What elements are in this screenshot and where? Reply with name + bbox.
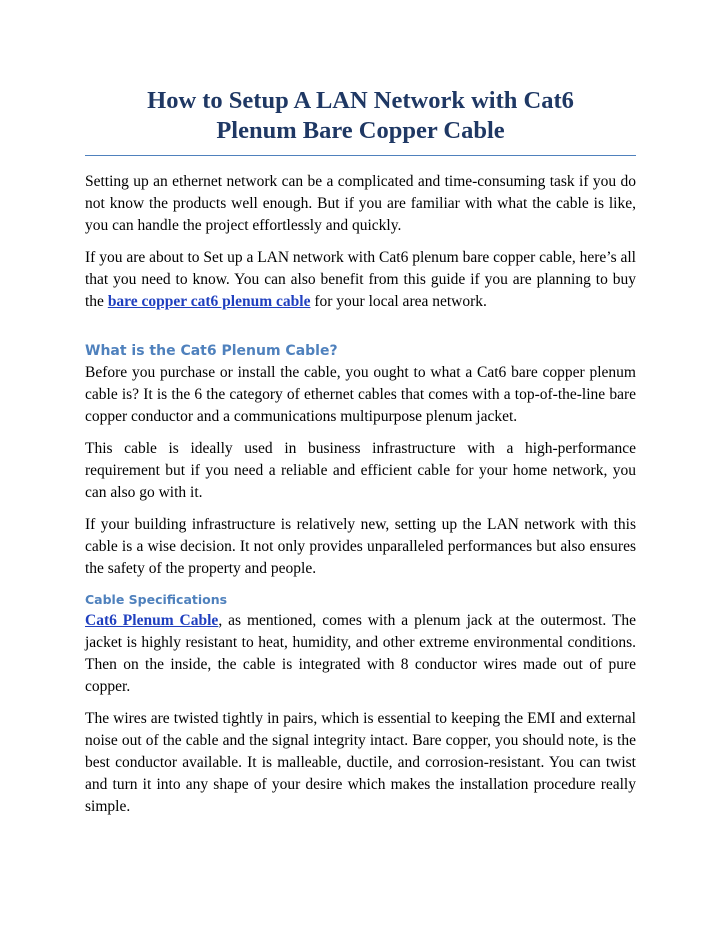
section2-paragraph-2: The wires are twisted tightly in pairs, which is essential to keeping the EMI and external noise out of the cable and the signal integrity intact. Bare copper, you should note, is the best conductor available. It is malleable, ductile, and corrosion-resistant. You can twist and turn it into any shape of your desire which makes the installation procedure really simple.: [85, 710, 636, 815]
title-line-1: How to Setup A LAN Network with Cat6: [147, 87, 574, 114]
intro-paragraph-1: Setting up an ethernet network can be a complicated and time-consuming task if you do not know the products well enough. But if you are familiar with what the cable is like, you can handle the project effortlessly and quickly.: [85, 173, 636, 234]
section1-paragraph-3: If your building infrastructure is relatively new, setting up the LAN network with this cable is a wise decision. It not only provides unparalleled performances but also ensures the safety of the property and people.: [85, 516, 636, 577]
cat6-plenum-cable-link[interactable]: Cat6 Plenum Cable: [85, 612, 219, 629]
section2-paragraph-1-text: , as mentioned, comes with a plenum jack at the outermost. The jacket is highly resistant to heat, humidity, and other extreme environmental conditions. Then on the inside, the cable is integrated with 8 conductor wires made out of pure copper.: [85, 612, 636, 695]
title-line-2: Plenum Bare Copper Cable: [216, 117, 505, 144]
section-heading-what-is-cat6: What is the Cat6 Plenum Cable?: [85, 343, 338, 359]
intro-paragraph-2-text-after: for your local area network.: [310, 293, 487, 310]
title-divider: [85, 155, 636, 156]
document-page: [85, 86, 636, 818]
section-heading-cable-specifications: Cable Specifications: [85, 592, 228, 607]
section1-paragraph-2: This cable is ideally used in business infrastructure with a high-performance requirement but if you need a reliable and efficient cable for your home network, you can also go with it.: [85, 440, 636, 501]
intro-paragraph-2: [85, 247, 636, 313]
bare-copper-cat6-plenum-cable-link[interactable]: bare copper cat6 plenum cable: [107, 293, 311, 310]
section1-paragraph-1: Before you purchase or install the cable, you ought to what a Cat6 bare copper plenum cable is? It is the 6 the category of ethernet cables that comes with a top-of-the-line bare copper conductor and a communications multipurpose plenum jacket.: [85, 364, 636, 425]
document-title: [85, 86, 636, 146]
section2-paragraph-1: [85, 610, 636, 698]
intro-paragraph-2-text-before: If you are about to Set up a LAN network with Cat6 plenum bare copper cable, here’s all that you need to know. You can also benefit from this guide if you are planning to buy the: [85, 249, 636, 310]
